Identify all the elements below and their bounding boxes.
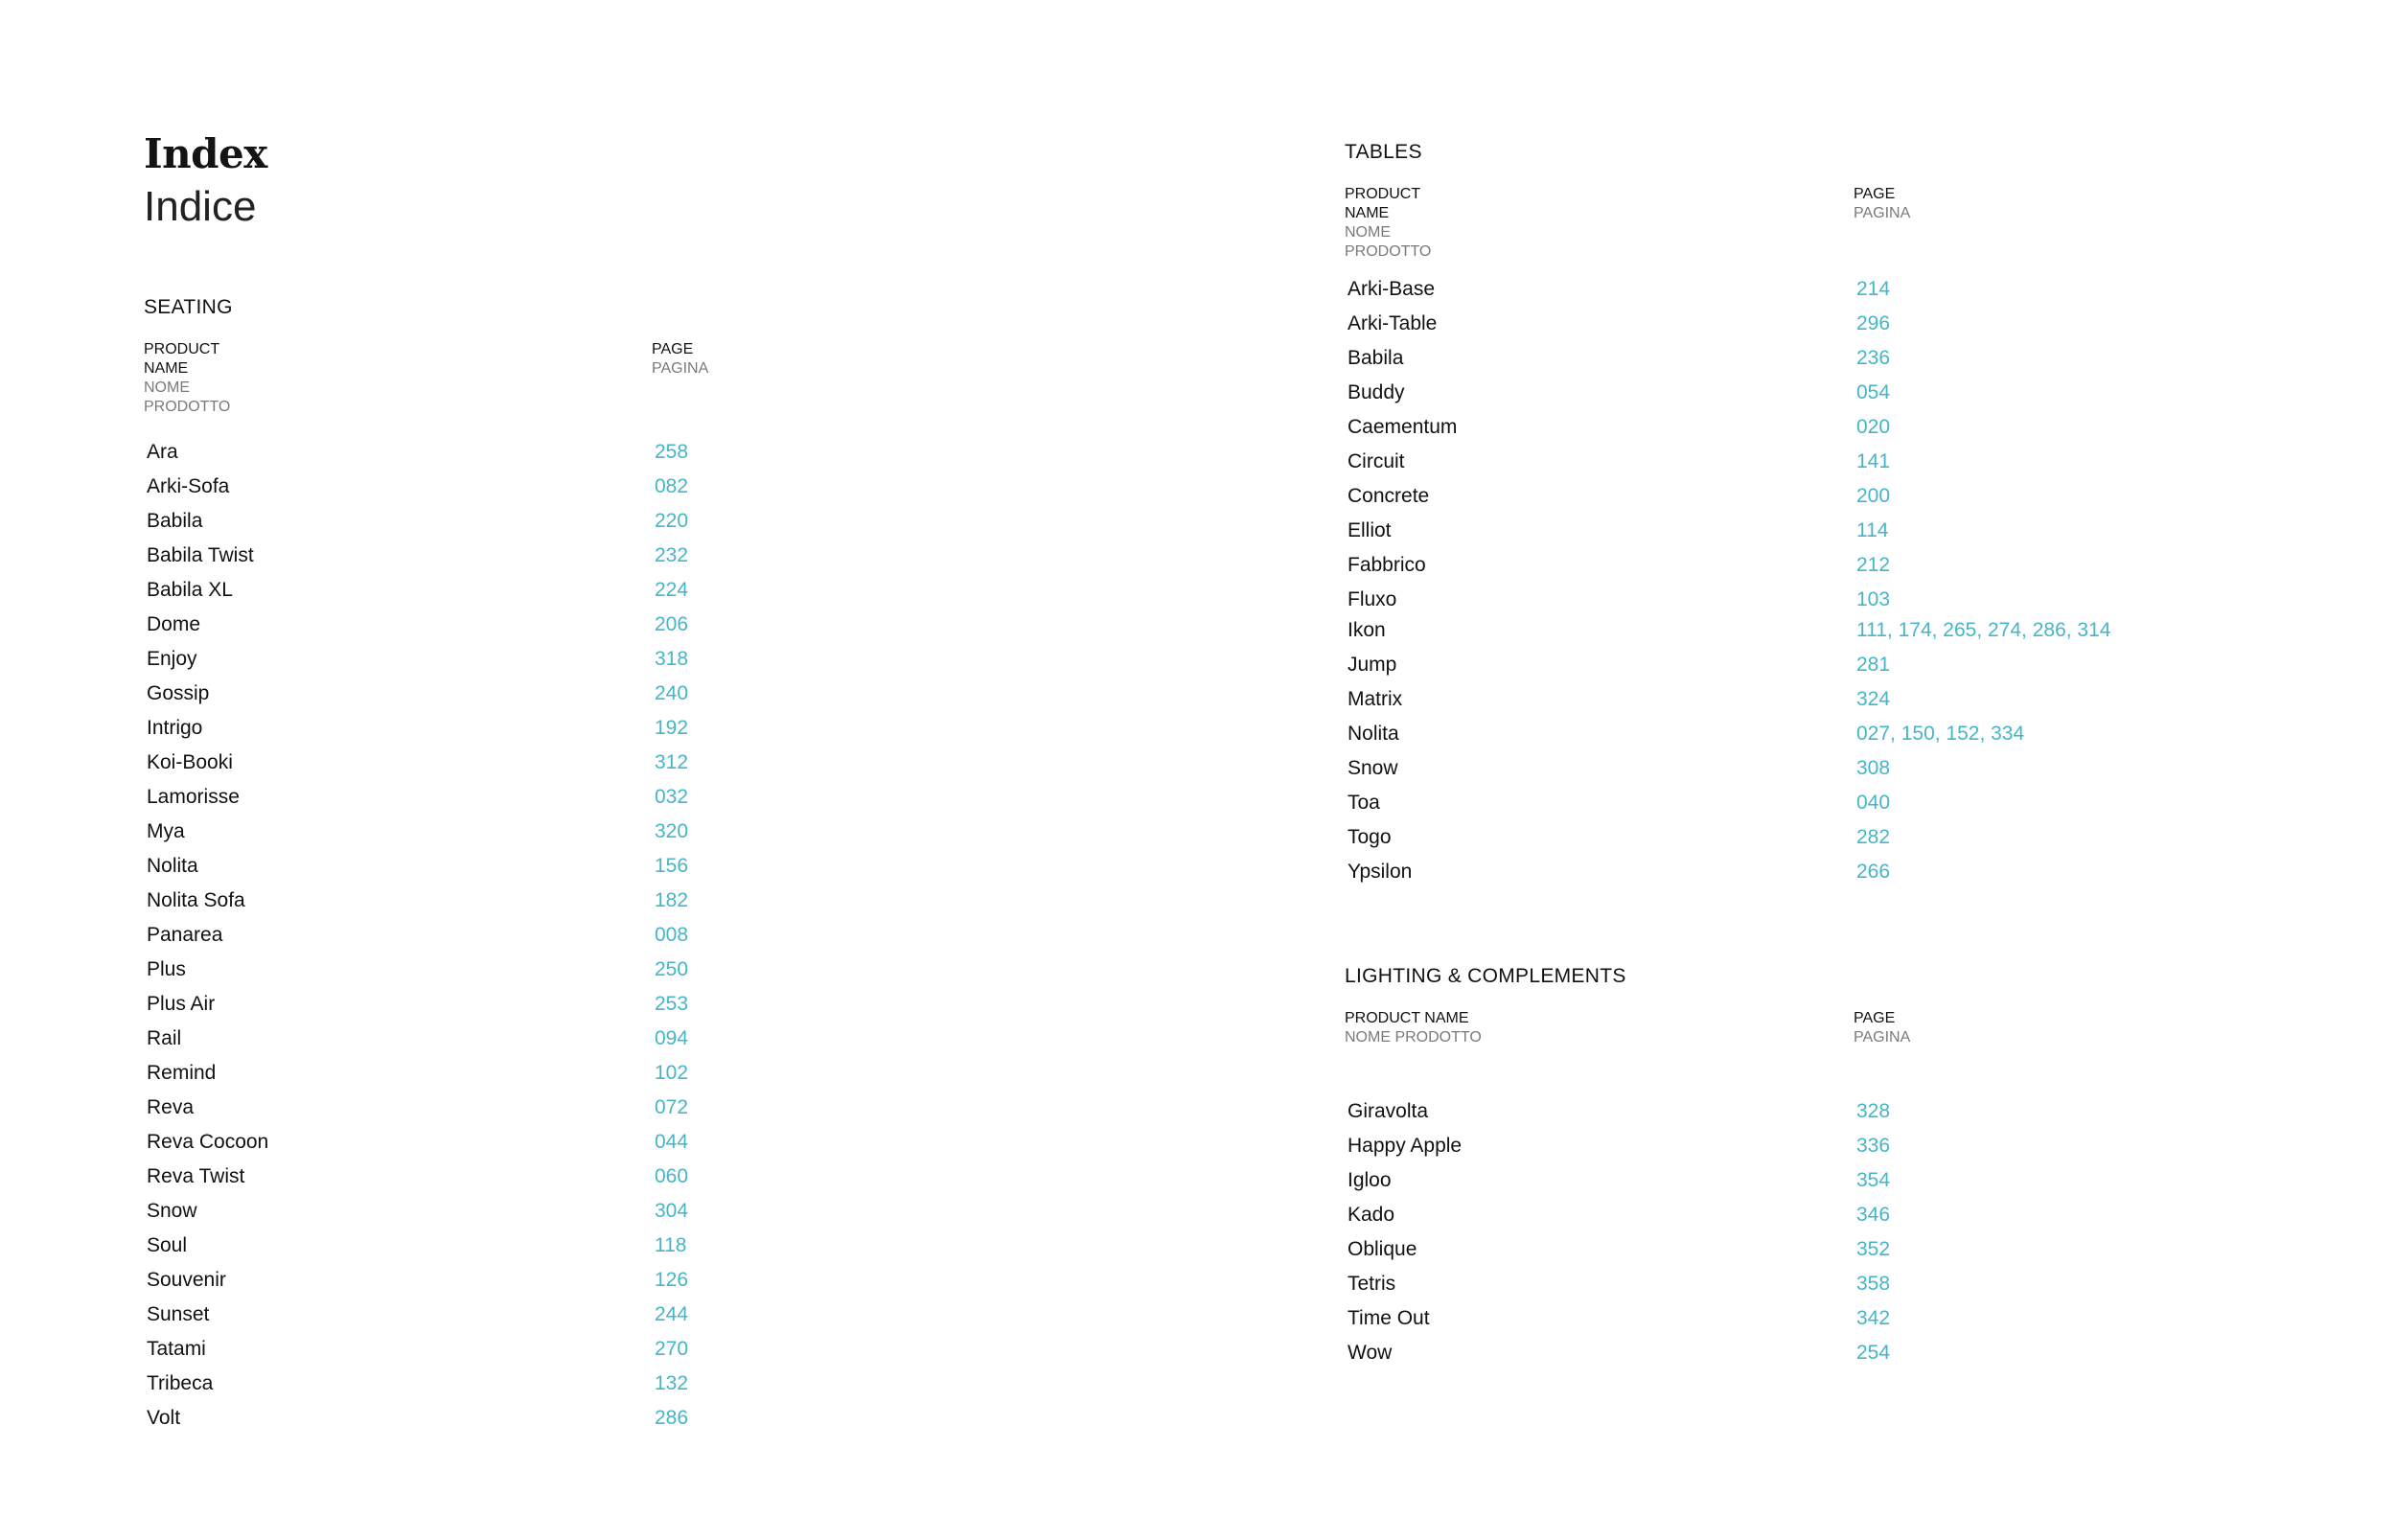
page-number: 342: [1856, 1307, 1891, 1329]
product-name: Buddy: [1348, 381, 1405, 403]
page-title: Index: [144, 130, 267, 177]
page-number: 008: [655, 924, 689, 946]
page-number: 336: [1856, 1135, 1891, 1157]
page-number: 286: [655, 1407, 689, 1429]
section-tables: [1345, 141, 2111, 883]
section-lighting-complements: [1345, 965, 1911, 1364]
product-name: Mya: [147, 820, 185, 842]
product-name: Reva Cocoon: [147, 1131, 269, 1153]
product-name: Fluxo: [1348, 588, 1397, 610]
product-name: Caementum: [1348, 416, 1458, 438]
product-name: Babila: [147, 510, 203, 532]
product-name: Snow: [1348, 757, 1398, 779]
product-name: Nolita Sofa: [147, 889, 245, 911]
page-number: 032: [655, 786, 689, 808]
page-number: 200: [1856, 485, 1891, 507]
product-name: Remind: [147, 1062, 217, 1084]
page-number: 270: [655, 1338, 689, 1360]
page-number: 206: [655, 613, 689, 635]
product-name: Gossip: [147, 682, 210, 704]
page-number: 258: [655, 441, 689, 463]
page-number: 118: [655, 1234, 687, 1256]
product-name: Babila XL: [147, 579, 233, 601]
product-name: Nolita: [1348, 723, 1399, 745]
product-name: Lamorisse: [147, 786, 240, 808]
product-name: Plus: [147, 958, 186, 980]
page-number: 354: [1856, 1169, 1891, 1191]
product-name: Tetris: [1348, 1273, 1396, 1295]
page-number: 304: [655, 1200, 689, 1222]
page-number: 212: [1856, 554, 1891, 576]
page-number: 044: [655, 1131, 689, 1153]
product-column-header: [144, 340, 233, 417]
product-name: Concrete: [1348, 485, 1430, 507]
page-number: 266: [1856, 861, 1891, 883]
product-name: Wow: [1348, 1342, 1393, 1364]
product-name: Nolita: [147, 855, 198, 877]
product-name: Soul: [147, 1234, 188, 1256]
product-name: Elliot: [1348, 519, 1392, 541]
product-name: Happy Apple: [1348, 1135, 1463, 1157]
product-name: Jump: [1348, 654, 1397, 676]
product-name: Ikon: [1348, 619, 1386, 641]
page-header-it: PAGINA: [1854, 205, 1911, 221]
product-name: Intrigo: [147, 717, 203, 739]
page-subtitle: Indice: [144, 183, 257, 230]
page-number: 114: [1856, 519, 1889, 541]
product-name: Toa: [1348, 792, 1380, 814]
page-number: 192: [655, 717, 689, 739]
product-name: Giravolta: [1348, 1100, 1429, 1122]
page-header-en: PAGE: [1854, 1010, 1896, 1026]
page-number: 254: [1856, 1342, 1891, 1364]
product-header-it: NOME PRODOTTO: [144, 379, 231, 415]
page-number: 054: [1856, 381, 1891, 403]
page-number: 220: [655, 510, 689, 532]
page-column-header: [1854, 185, 1910, 223]
page-number: 253: [655, 993, 689, 1015]
page-number: 111, 174, 265, 274, 286, 314: [1856, 619, 2111, 641]
product-name: Circuit: [1348, 450, 1405, 472]
product-name: Babila Twist: [147, 544, 254, 566]
page-header-en: PAGE: [1854, 186, 1896, 202]
page-number: 281: [1856, 654, 1891, 676]
page-number: 308: [1856, 757, 1891, 779]
product-name: Arki-Base: [1348, 278, 1436, 300]
page-number: 020: [1856, 416, 1891, 438]
product-name: Koi-Booki: [147, 751, 233, 773]
page-header-it: PAGINA: [1854, 1029, 1911, 1046]
page-number: 102: [655, 1062, 689, 1084]
page-number: 214: [1856, 278, 1891, 300]
page-number: 182: [655, 889, 689, 911]
page-number: 132: [655, 1372, 689, 1394]
page-number: 094: [655, 1027, 689, 1049]
product-name: Dome: [147, 613, 201, 635]
product-header-it: NOME PRODOTTO: [1345, 1029, 1482, 1046]
product-column-header: [1345, 185, 1431, 262]
page-number: 240: [655, 682, 689, 704]
product-name: Enjoy: [147, 648, 197, 670]
product-name: Souvenir: [147, 1269, 226, 1291]
product-name: Rail: [147, 1027, 182, 1049]
product-name: Togo: [1348, 826, 1392, 848]
product-name: Arki-Sofa: [147, 475, 230, 497]
page-number: 318: [655, 648, 689, 670]
product-name: Sunset: [147, 1303, 210, 1325]
product-header-en: PRODUCT NAME: [1345, 1010, 1469, 1026]
page-number: 103: [1856, 588, 1891, 610]
page-column-header: [1854, 1009, 1910, 1047]
page-number: 224: [655, 579, 689, 601]
page-number: 358: [1856, 1273, 1891, 1295]
page-number: 141: [1856, 450, 1891, 472]
section-seating: [144, 296, 709, 1429]
page-number: 282: [1856, 826, 1891, 848]
product-header-en: PRODUCT NAME: [144, 341, 219, 377]
page-number: 156: [655, 855, 689, 877]
page-number: 072: [655, 1096, 689, 1118]
product-name: Matrix: [1348, 688, 1403, 710]
page-number: 027, 150, 152, 334: [1856, 723, 2025, 745]
page-number: 040: [1856, 792, 1891, 814]
product-name: Snow: [147, 1200, 197, 1222]
product-name: Oblique: [1348, 1238, 1417, 1260]
page-number: 250: [655, 958, 689, 980]
product-name: Volt: [147, 1407, 181, 1429]
page-number: 126: [655, 1269, 689, 1291]
page-number: 232: [655, 544, 689, 566]
page-number: 244: [655, 1303, 689, 1325]
product-header-it: NOME PRODOTTO: [1345, 224, 1432, 260]
section-heading: SEATING: [144, 296, 233, 318]
product-header-en: PRODUCT NAME: [1345, 186, 1420, 221]
page-number: 312: [655, 751, 689, 773]
page-number: 328: [1856, 1100, 1891, 1122]
product-name: Reva: [147, 1096, 195, 1118]
page-number: 320: [655, 820, 689, 842]
product-name: Panarea: [147, 924, 223, 946]
product-name: Time Out: [1348, 1307, 1430, 1329]
section-heading: LIGHTING & COMPLEMENTS: [1345, 965, 1626, 987]
product-name: Ara: [147, 441, 178, 463]
product-name: Fabbrico: [1348, 554, 1426, 576]
page-number: 346: [1856, 1204, 1891, 1226]
product-name: Plus Air: [147, 993, 216, 1015]
page-header-it: PAGINA: [652, 360, 709, 377]
product-column-header: [1345, 1009, 1482, 1047]
page-number: 352: [1856, 1238, 1891, 1260]
product-name: Kado: [1348, 1204, 1395, 1226]
page-header-en: PAGE: [652, 341, 694, 357]
page-column-header: [652, 340, 708, 379]
product-name: Igloo: [1348, 1169, 1392, 1191]
product-name: Ypsilon: [1348, 861, 1413, 883]
page-number: 296: [1856, 312, 1891, 334]
page-number: 236: [1856, 347, 1891, 369]
product-name: Tribeca: [147, 1372, 214, 1394]
page-number: 324: [1856, 688, 1891, 710]
product-name: Reva Twist: [147, 1165, 245, 1187]
page-number: 082: [655, 475, 689, 497]
product-name: Tatami: [147, 1338, 206, 1360]
page-number: 060: [655, 1165, 689, 1187]
section-heading: TABLES: [1345, 141, 1422, 163]
product-name: Arki-Table: [1348, 312, 1438, 334]
product-name: Babila: [1348, 347, 1404, 369]
